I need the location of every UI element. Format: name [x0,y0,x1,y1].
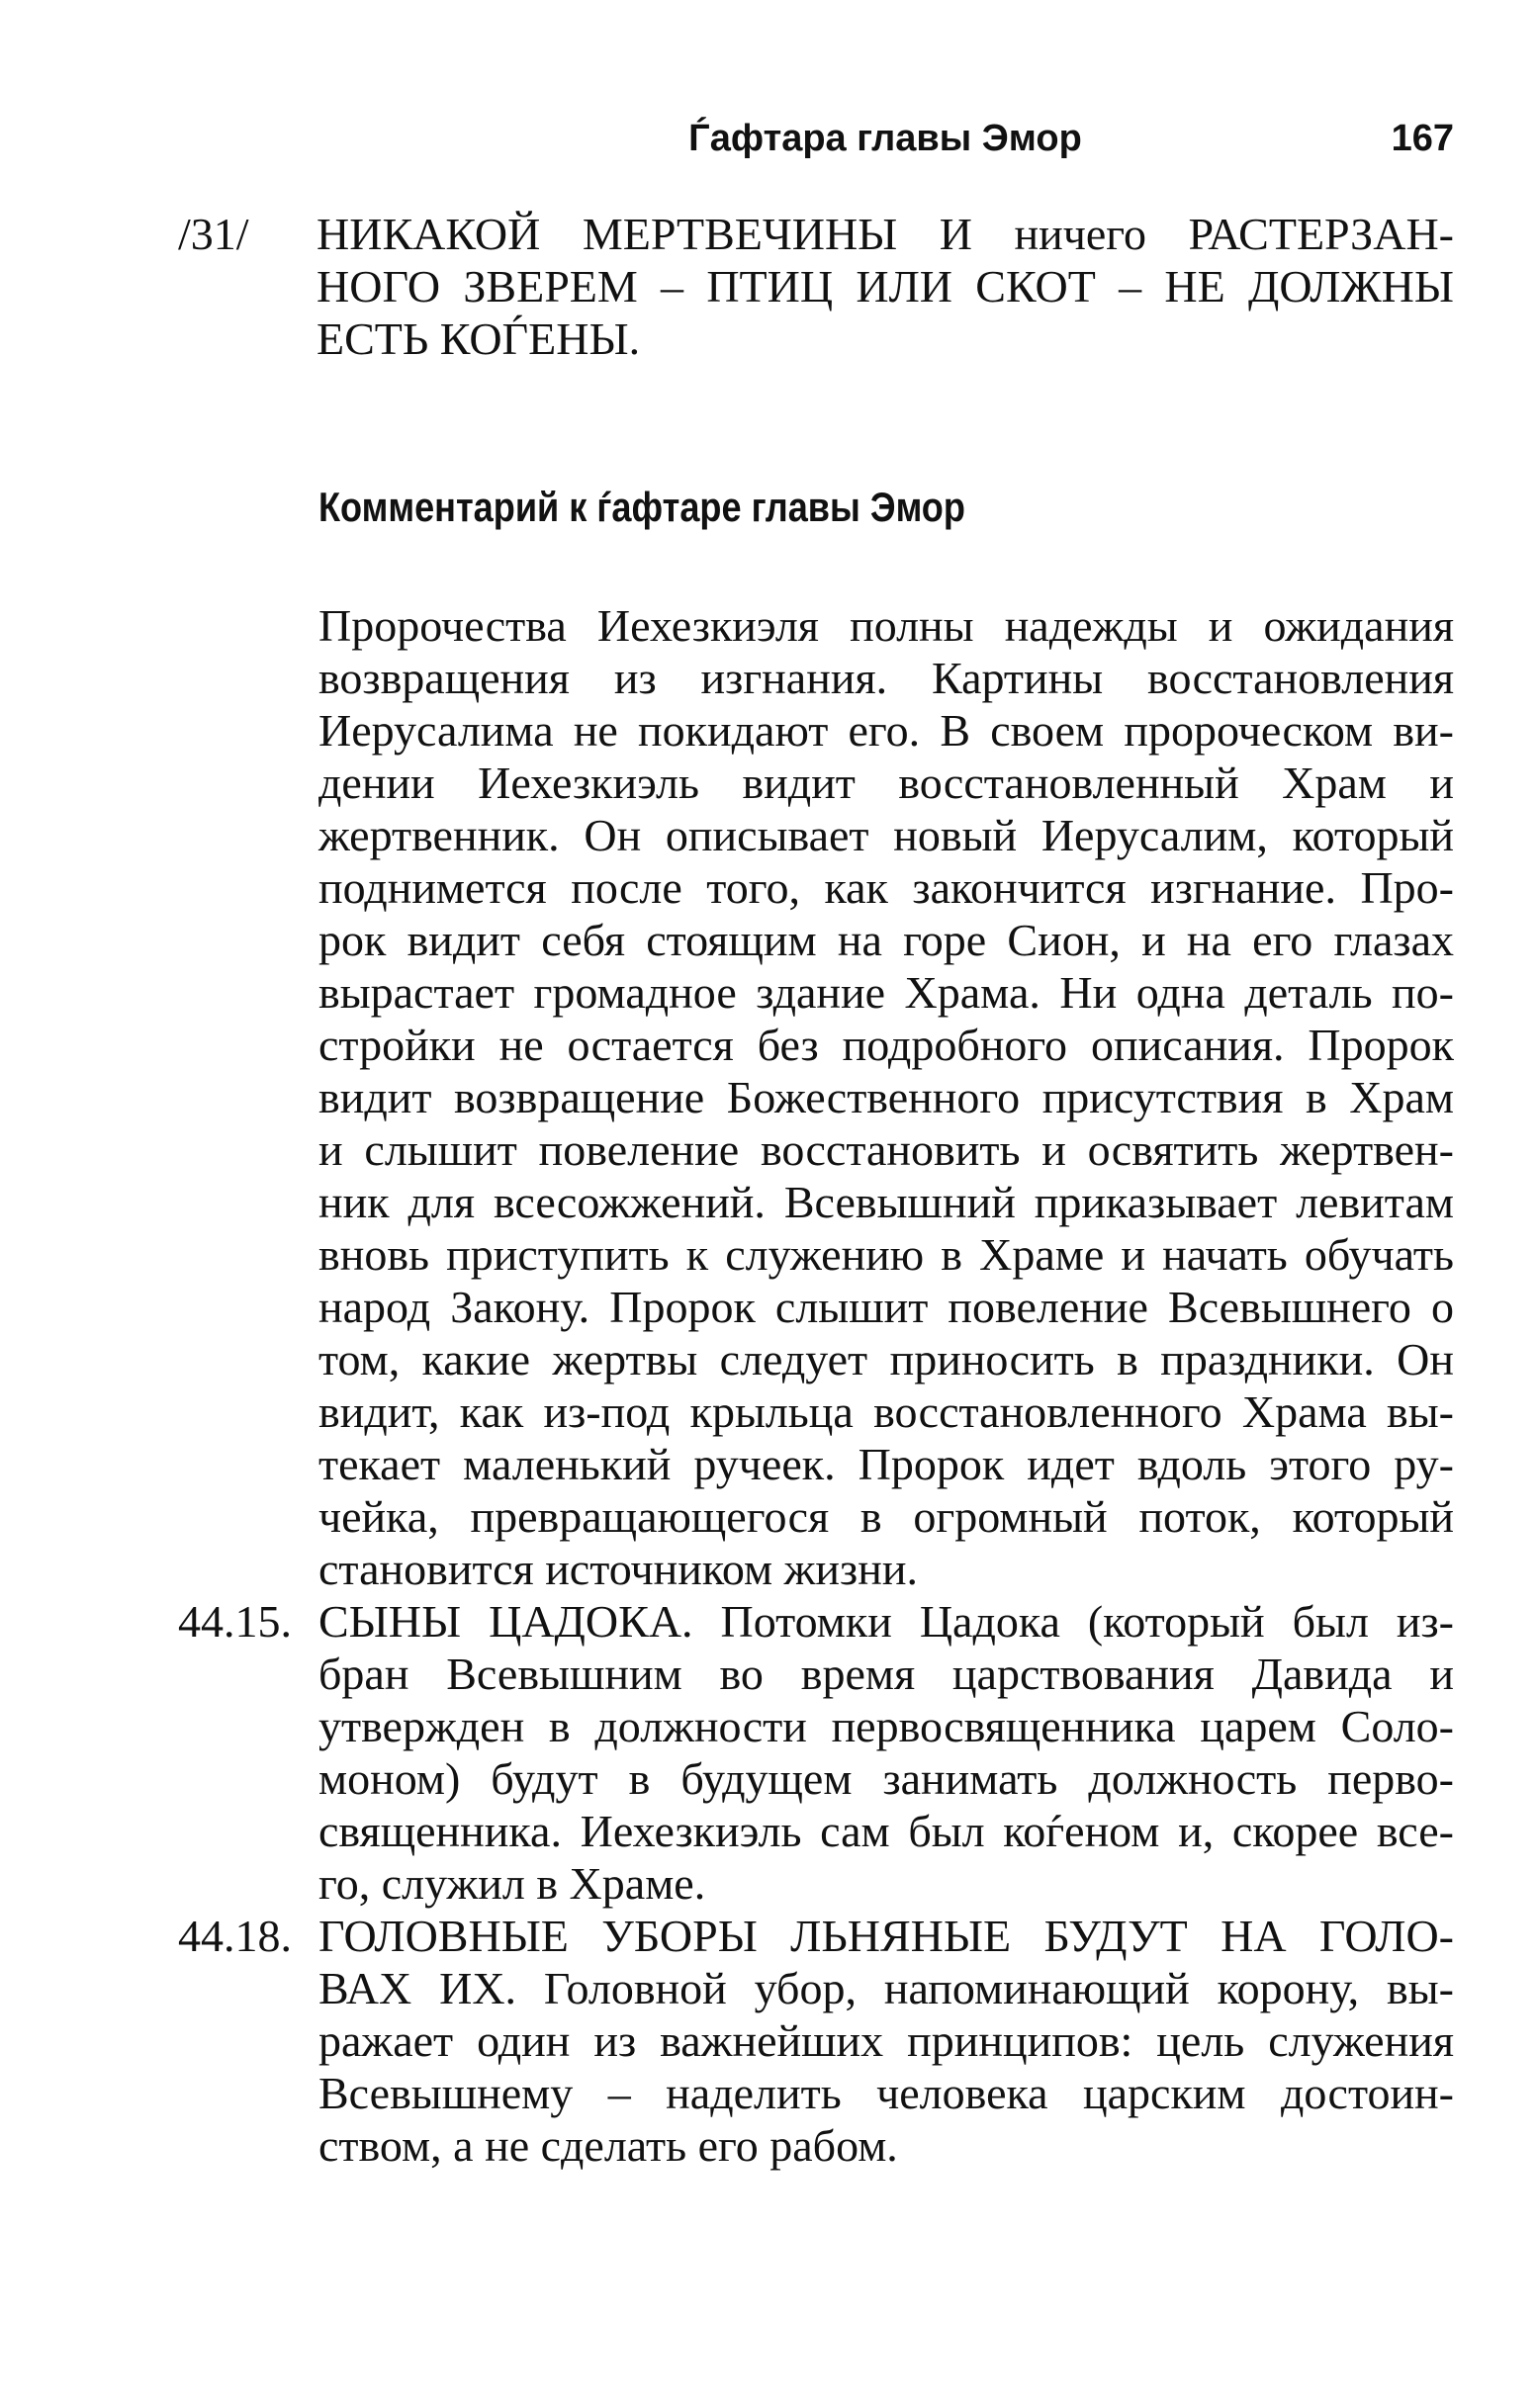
intro-line: ник для всесожжений. Всевышний приказывает левитам [318,1177,1454,1227]
running-head [316,109,1454,168]
entry-line: ством, а не сделать его рабом. [318,2120,898,2171]
intro-line: вырастает громадное здание Храма. Ни одна деталь по- [318,967,1454,1018]
entry-line: моном) будут в будущем занимать должность перво- [318,1753,1454,1804]
verse-block [178,208,1454,365]
entry-ref: 44.18. [178,1911,292,1961]
verse-text [316,208,1454,365]
entry-line: Всевышнему – наделить человека царским достоин- [318,2068,1454,2118]
intro-line: видит, как из-под крыльца восстановленного Храма вы- [318,1386,1454,1437]
entry-line: утвержден в должности первосвященника царем Соло- [318,1701,1454,1751]
intro-line: Иерусалима не покидают его. В своем пророческом ви- [318,705,1454,756]
entry-line: ГОЛОВНЫЕ УБОРЫ ЛЬНЯНЫЕ БУДУТ НА ГОЛО- [318,1911,1454,1961]
entry-line: ражает один из важнейших принципов: цель служения [318,2015,1454,2066]
verse-line: НИКАКОЙ МЕРТВЕЧИНЫ И ничего РАСТЕРЗАН- [316,209,1454,259]
verse-line: ЕСТЬ КОЃЕНЫ. [316,313,641,364]
intro-line: том, какие жертвы следует приносить в праздники. Он [318,1334,1454,1384]
intro-line: вновь приступить к служению в Храме и начать обучать [318,1229,1454,1280]
verse-line: НОГО ЗВЕРЕМ – ПТИЦ ИЛИ СКОТ – НЕ ДОЛЖНЫ [316,261,1454,312]
intro-line: текает маленький ручеек. Пророк идет вдоль этого ру- [318,1439,1454,1489]
intro-line: Пророчества Иехезкиэля полны надежды и ожидания [318,600,1454,651]
commentary-heading: Комментарий к ѓафтаре главы Эмор [318,484,965,530]
entry-line: бран Всевышним во время царствования Давида и [318,1649,1454,1699]
entry-line: СЫНЫ ЦАДОКА. Потомки Цадока (который был из- [318,1596,1454,1647]
entry-line: священника. Иехезкиэль сам был коѓеном и, скорее все- [318,1806,1454,1856]
intro-line: возвращения из изгнания. Картины восстановления [318,653,1454,703]
intro-line: и слышит повеление восстановить и освятить жертвен- [318,1124,1454,1175]
intro-line: видит возвращение Божественного присутствия в Храм [318,1072,1454,1122]
intro-line: стройки не остается без подробного описания. Пророк [318,1020,1454,1070]
entry-line: ВАХ ИХ. Головной убор, напоминающий корону, вы- [318,1963,1454,2013]
entry-text [318,1595,1454,1910]
entry-line: го, служил в Храме. [318,1858,706,1909]
commentary-entry [178,1910,1454,2172]
commentary-entry [178,1595,1454,1910]
intro-line: поднимется после того, как закончится изгнание. Про- [318,862,1454,913]
entry-ref: 44.15. [178,1596,292,1647]
intro-line: дении Иехезкиэль видит восстановленный Храм и [318,758,1454,808]
intro-line: чейка, превращающегося в огромный поток, который [318,1491,1454,1542]
intro-line: рок видит себя стоящим на горе Сион, и на его глазах [318,915,1454,965]
intro-line: становится источником жизни. [318,1544,918,1594]
entry-text [318,1910,1454,2172]
commentary-intro [318,599,1454,1595]
verse-ref: /31/ [178,209,249,259]
intro-line: народ Закону. Пророк слышит повеление Всевышнего о [318,1282,1454,1332]
intro-line: жертвенник. Он описывает новый Иерусалим, который [318,810,1454,860]
page-number: 167 [1391,118,1454,159]
running-head-title: Ѓафтара главы Эмор [688,118,1082,159]
